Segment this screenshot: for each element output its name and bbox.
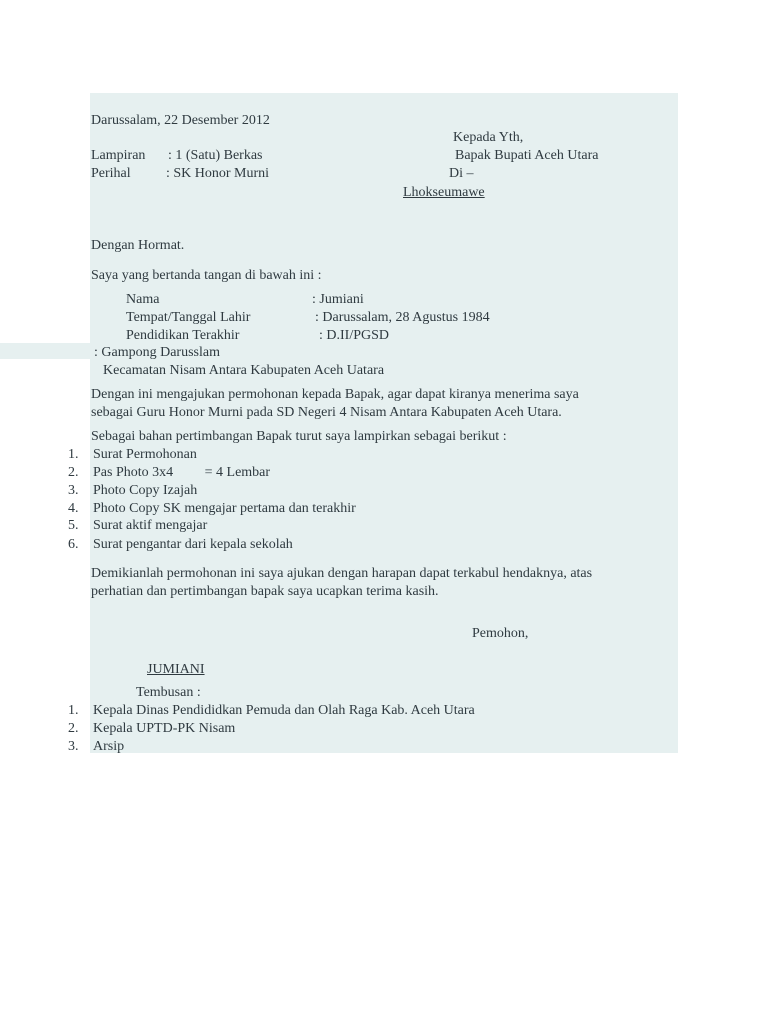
perihal-label: Perihal [91,166,131,181]
tembusan-label: Tembusan : [136,685,201,700]
list-item-number: 6. [68,537,79,552]
field-value-ttl: : Darussalam, 28 Agustus 1984 [315,310,490,325]
recipient-line-2: Bapak Bupati Aceh Utara [455,148,599,163]
field-label-nama: Nama [126,292,160,307]
list-item-number: 4. [68,501,79,516]
list-item-number: 1. [68,447,79,462]
list-item-text: Surat aktif mengajar [93,518,208,533]
perihal-value: : SK Honor Murni [166,166,270,181]
field-value-nama: : Jumiani [312,292,364,307]
intro-text: Saya yang bertanda tangan di bawah ini : [91,268,322,283]
list-item-text: Surat Permohonan [93,447,197,462]
list-item-text: Arsip [93,739,125,754]
signature-label: Pemohon, [472,626,529,641]
recipient-line-3: Di – [449,166,474,181]
list-item-text: Kepala UPTD-PK Nisam [93,721,236,736]
place-date: Darussalam, 22 Desember 2012 [91,113,270,128]
list-item-text: Surat pengantar dari kepala sekolah [93,537,293,552]
list-item-number: 5. [68,518,79,533]
list-item-number: 3. [68,483,79,498]
list-item-text: Photo Copy Izajah [93,483,198,498]
list-item-number: 2. [68,721,79,736]
recipient-line-1: Kepada Yth, [453,130,524,145]
list-item-text: Photo Copy SK mengajar pertama dan terakhir [93,501,356,516]
list-item-number: 2. [68,465,79,480]
field-label-ttl: Tempat/Tanggal Lahir [126,310,251,325]
list-item-text: Kepala Dinas Pendididkan Pemuda dan Olah Raga Kab. Aceh Utara [93,703,475,718]
recipient-city: Lhokseumawe [403,185,485,200]
list-item-number: 1. [68,703,79,718]
address-line-1: : Gampong Darusslam [94,345,220,360]
signature-name: JUMIANI [147,662,205,677]
closing-line-1: Demikianlah permohonan ini saya ajukan dengan harapan dapat terkabul hendaknya, atas [91,566,593,581]
address-band [0,343,90,359]
closing-line-2: perhatian dan pertimbangan bapak saya ucapkan terima kasih. [91,584,439,599]
lampiran-label: Lampiran [91,148,146,163]
field-value-pendidikan: : D.II/PGSD [319,328,390,343]
request-line-2: sebagai Guru Honor Murni pada SD Negeri 4 Nisam Antara Kabupaten Aceh Utara. [91,405,562,420]
field-label-pendidikan: Pendidikan Terakhir [126,328,240,343]
greeting: Dengan Hormat. [91,238,185,253]
list-item-number: 3. [68,739,79,754]
letter-background [90,93,678,753]
list-item-text: Pas Photo 3x4 = 4 Lembar [93,465,271,480]
address-line-2: Kecamatan Nisam Antara Kabupaten Aceh Uatara [103,363,385,378]
lampiran-value: : 1 (Satu) Berkas [168,148,263,163]
request-line-1: Dengan ini mengajukan permohonan kepada Bapak, agar dapat kiranya menerima saya [91,387,579,402]
attachments-intro: Sebagai bahan pertimbangan Bapak turut saya lampirkan sebagai berikut : [91,429,507,444]
